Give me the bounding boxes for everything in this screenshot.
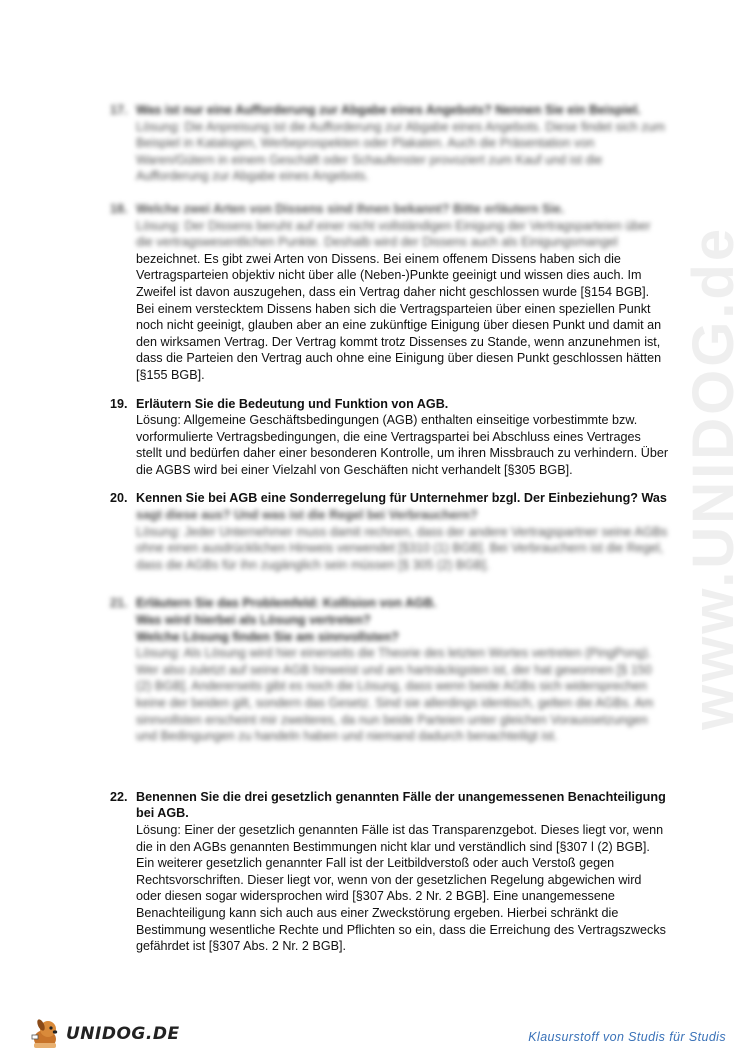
question-answer: bezeichnet. Es gibt zwei Arten von Dissens. Bei einem offenem Dissens haben sich die Vertragsparteien objektiv nicht über alle (Neben-)Punkte geeinigt und wissen dies auch. Im Zweifel ist davon auszugehen, dass ein Vertrag daher nicht geschlossen wurde [§154 BGB]. Bei einem verstecktem Dissens haben sich die Vertragsparteien über einen speziellen Punkt noch nicht geeinigt, glauben aber an eine zukünftige Einigung über diesen Punkt und damit an den wirksamen Vertrag. Der Vertrag kommt trotz Dissenses zu Stande, wenn anzunehmen ist, dass die Parteien den Vertrag auch ohne eine Einigung über diesen Punkt geschlossen hätten [§155 BGB]. [136, 251, 662, 382]
question-20 [110, 490, 670, 573]
question-title-line: Was wird hierbei als Lösung vertreten? [136, 613, 371, 628]
question-answer: Lösung: Jeder Unternehmer muss damit rechnen, dass der andere Vertragspartner seine AGBs ohne einen ausdrücklichen Hinweis verwendet [§310 (1) BGB]. Bei Verbrauchern ist die Regel, dass die AGBs für ihn zugänglich sein müssen [§ 305 (2) BGB]. [136, 524, 668, 572]
question-number: 21. [110, 596, 128, 611]
question-number: 20. [110, 491, 128, 506]
question-22 [110, 789, 670, 955]
question-answer: Lösung: Als Lösung wird hier einerseits die Theorie des letzten Wortes vertreten (PingPong). Wer also zuletzt auf seine AGB hinweist und am hartnäckigsten ist, der hat gewonnen [§ 150 (2) BGB]. Andererseits gibt es noch die Lösung, dass wenn beide AGBs sich widersprechen keine der beiden gilt, sondern das Gesetz. Sind sie allerdings identisch, gelten die AGBs. Am sinnvollsten erscheint mir zweiteres, da nun beide Parteien unter gleichen Voraussetzungen und Bedingungen zu handeln haben und niemand dadurch benachteiligt ist. [136, 646, 654, 744]
question-title-blurred: sagt diese aus? Und was ist die Regel bei Verbrauchern? [136, 508, 478, 523]
question-title: Was ist nur eine Aufforderung zur Abgabe eines Angebots? Nennen Sie ein Beispiel. [136, 103, 641, 117]
watermark: www.UNIDOG.de [681, 225, 746, 730]
footer-tagline: Klausurstoff von Studis für Studis [528, 1030, 726, 1044]
question-17 [110, 102, 670, 185]
question-title-line: Erläutern Sie das Problemfeld: Kollision von AGB. [136, 596, 437, 611]
question-list [110, 102, 670, 967]
question-number: 22. [110, 789, 128, 804]
question-number: 18. [110, 201, 128, 216]
question-answer: Lösung: Einer der gesetzlich genannten Fälle ist das Transparenzgebot. Dieses liegt vor, wenn die in den AGBs genannten Bestimmungen nicht klar und verständlich sind [§307 l (2) BGB]. Ein weiterer gesetzlich genannter Fall ist der Leitbildverstoß oder auch Verstoß gegen Rechtsvorschriften. Dieser liegt vor, wenn von der gesetzlichen Regelung abgewichen wird oder diesen sogar widersprochen wird [§307 Abs. 2 Nr. 2 BGB]. Eine unangemessene Benachteiligung kann sich auch aus einer Zweckstörung ergeben. Hierbei schränkt die Bestimmung wesentliche Rechte und Pflichten so ein, dass die Erreichung des Vertragszwecks gefährdet ist [§307 Abs. 2 Nr. 2 BGB]. [136, 822, 666, 954]
question-title: Kennen Sie bei AGB eine Sonderregelung für Unternehmer bzgl. Der Einbeziehung? Was [136, 491, 667, 506]
question-title: Benennen Sie die drei gesetzlich genannten Fälle der unangemessenen Benachteiligung bei AGB. [136, 789, 666, 821]
question-21 [110, 595, 670, 744]
question-19 [110, 396, 670, 479]
question-answer-blurred: Lösung: Der Dissens beruht auf einer nicht vollständigen Einigung der Vertragsparteien über die vertragswesentlichen Punkte. Deshalb wird der Dissens auch als Einigungsmangel [136, 218, 651, 250]
dog-mascot-icon [28, 1017, 62, 1051]
question-title: Erläutern Sie die Bedeutung und Funktion von AGB. [136, 396, 449, 411]
page-footer [0, 1012, 750, 1059]
question-title-line: Welche Lösung finden Sie am sinnvollsten? [136, 629, 399, 644]
question-18 [110, 201, 670, 384]
question-number: 17. [110, 103, 128, 117]
question-answer: Lösung: Die Anpreisung ist die Aufforderung zur Abgabe eines Angebots. Diese findet sich zum Beispiel in Katalogen, Werbeprospekten oder Plakaten. Auch die Präsentation von Waren/Gütern in einem Geschäft oder Schaufenster provoziert zum Kauf und ist die Aufforderung zur Abgabe eines Angebots. [136, 119, 666, 184]
unidog-logo [28, 1016, 180, 1052]
question-number: 19. [110, 396, 128, 411]
logo-text: UNIDOG.DE [66, 1024, 180, 1044]
question-title: Welche zwei Arten von Dissens sind Ihnen bekannt? Bitte erläutern Sie. [136, 201, 565, 216]
question-answer: Lösung: Allgemeine Geschäftsbedingungen (AGB) enthalten einseitige vorbestimmte bzw. vorformulierte Vertragsbedingungen, die eine Vertragspartei bei Abschluss eines Vertrages stellt und bedürfen daher einer besonderen Kontrolle, um ihren Missbrauch zu verhindern. Über die AGBS wird bei einer Vielzahl von Geschäften nicht verhandelt [§305 BGB]. [136, 413, 669, 477]
